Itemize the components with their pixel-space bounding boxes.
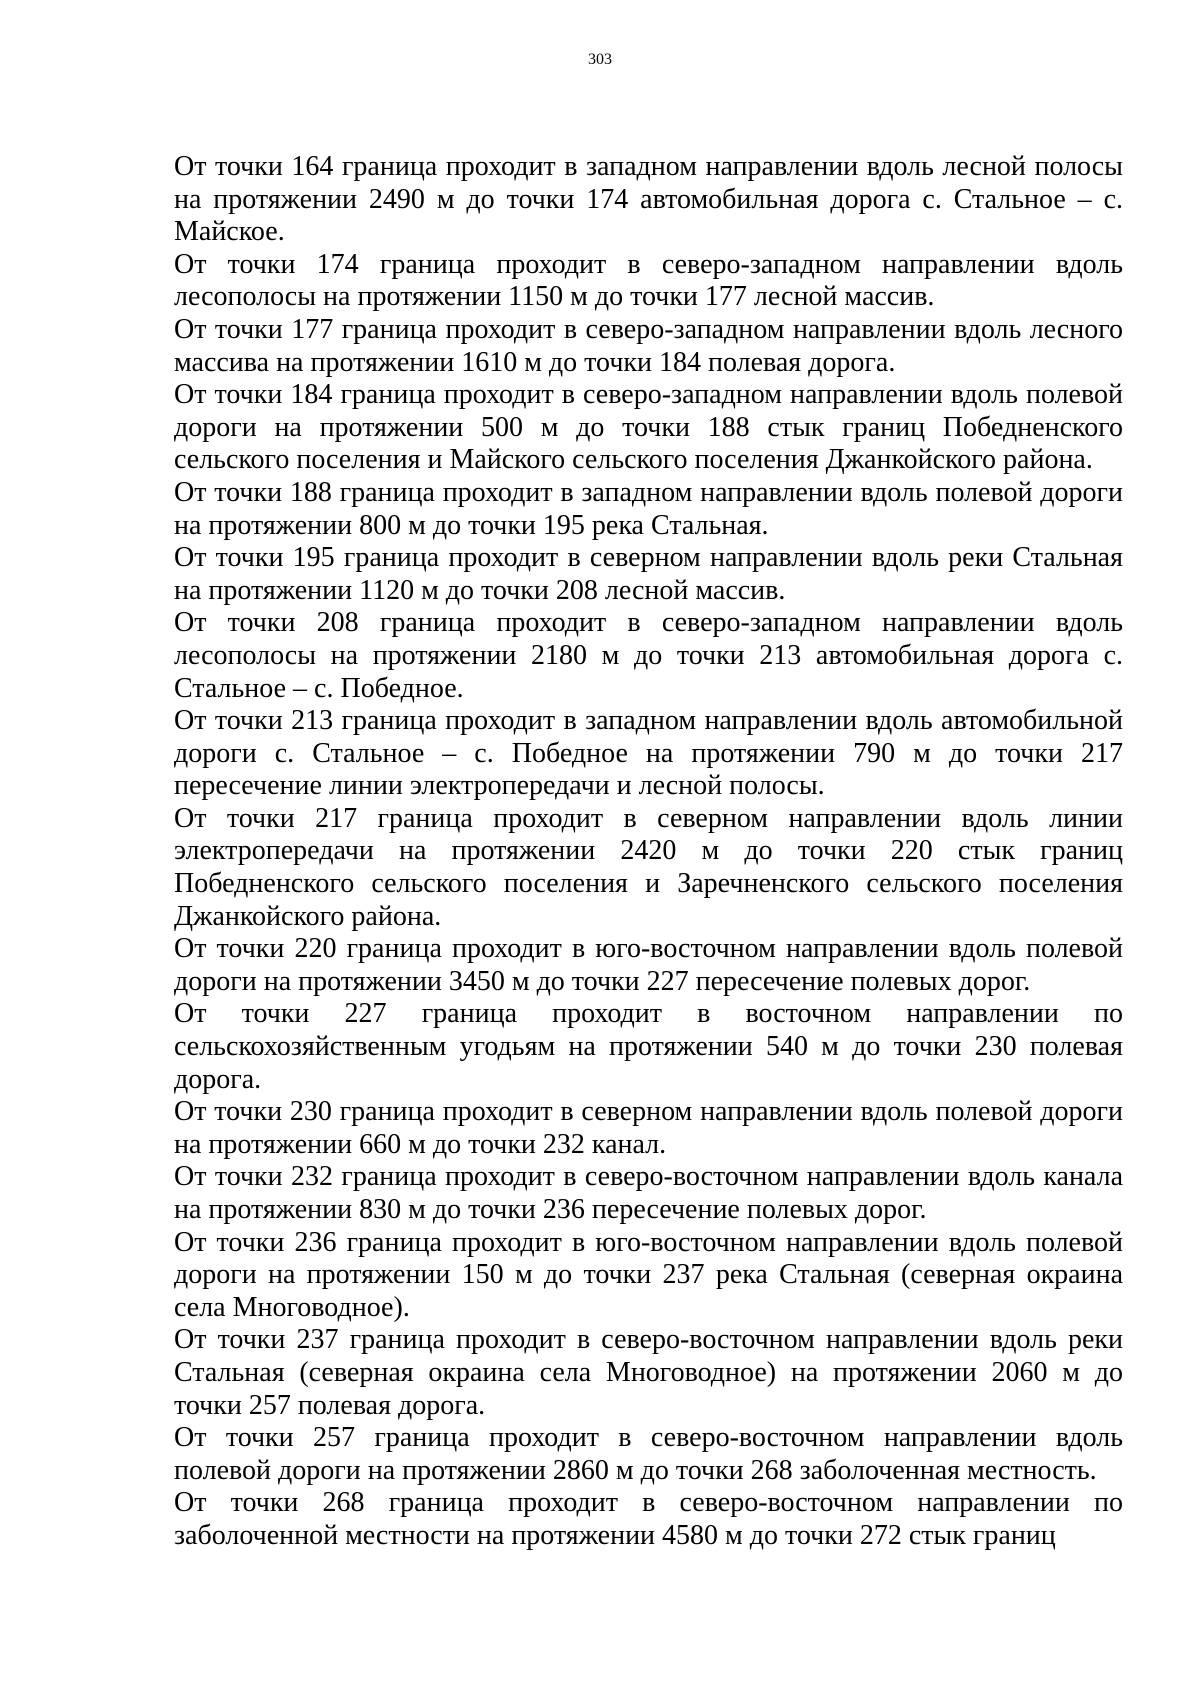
paragraph: От точки 184 граница проходит в северо-западном направлении вдоль полевой дороги на протяжении 500 м до точки 188 стык границ Победненского сельского поселения и Майского сельского поселения Джанкойского района. — [174, 379, 1123, 476]
paragraph: От точки 230 граница проходит в северном направлении вдоль полевой дороги на протяжении 660 м до точки 232 канал. — [174, 1096, 1123, 1160]
paragraph: От точки 232 граница проходит в северо-восточном направлении вдоль канала на протяжении 830 м до точки 236 пересечение полевых дорог. — [174, 1161, 1123, 1225]
page-number: 303 — [588, 51, 612, 68]
document-body — [174, 151, 1123, 1553]
paragraph: От точки 268 граница проходит в северо-восточном направлении по заболоченной местности на протяжении 4580 м до точки 272 стык границ — [174, 1487, 1123, 1551]
paragraph: От точки 220 граница проходит в юго-восточном направлении вдоль полевой дороги на протяжении 3450 м до точки 227 пересечение полевых дорог. — [174, 933, 1123, 997]
paragraph: От точки 217 граница проходит в северном направлении вдоль линии электропередачи на протяжении 2420 м до точки 220 стык границ Победненского сельского поселения и Заречненского сельского поселения Джанкойского района. — [174, 802, 1123, 932]
paragraph: От точки 188 граница проходит в западном направлении вдоль полевой дороги на протяжении 800 м до точки 195 река Стальная. — [174, 476, 1123, 541]
paragraph: От точки 174 граница проходит в северо-западном направлении вдоль лесополосы на протяжении 1150 м до точки 177 лесной массив. — [174, 248, 1123, 313]
paragraph: От точки 257 граница проходит в северо-восточном направлении вдоль полевой дороги на протяжении 2860 м до точки 268 заболоченная местность. — [174, 1422, 1123, 1486]
paragraph: От точки 237 граница проходит в северо-восточном направлении вдоль реки Стальная (северная окраина села Многоводное) на протяжении 2060 м до точки 257 полевая дорога. — [174, 1324, 1123, 1421]
paragraph: От точки 213 граница проходит в западном направлении вдоль автомобильной дороги с. Стальное – с. Победное на протяжении 790 м до точки 217 пересечение линии электропередачи и лесной полосы. — [174, 705, 1123, 802]
paragraph: От точки 208 граница проходит в северо-западном направлении вдоль лесополосы на протяжении 2180 м до точки 213 автомобильная дорога с. Стальное – с. Победное. — [174, 607, 1123, 704]
paragraph: От точки 236 граница проходит в юго-восточном направлении вдоль полевой дороги на протяжении 150 м до точки 237 река Стальная (северная окраина села Многоводное). — [174, 1226, 1123, 1323]
paragraph: От точки 164 граница проходит в западном направлении вдоль лесной полосы на протяжении 2490 м до точки 174 автомобильная дорога с. Стальное – с. Майское. — [174, 151, 1123, 248]
paragraph: От точки 177 граница проходит в северо-западном направлении вдоль лесного массива на протяжении 1610 м до точки 184 полевая дорога. — [174, 313, 1123, 378]
paragraph: От точки 195 граница проходит в северном направлении вдоль реки Стальная на протяжении 1120 м до точки 208 лесной массив. — [174, 542, 1123, 606]
paragraph: От точки 227 граница проходит в восточном направлении по сельскохозяйственным угодьям на протяжении 540 м до точки 230 полевая дорога. — [174, 998, 1123, 1095]
